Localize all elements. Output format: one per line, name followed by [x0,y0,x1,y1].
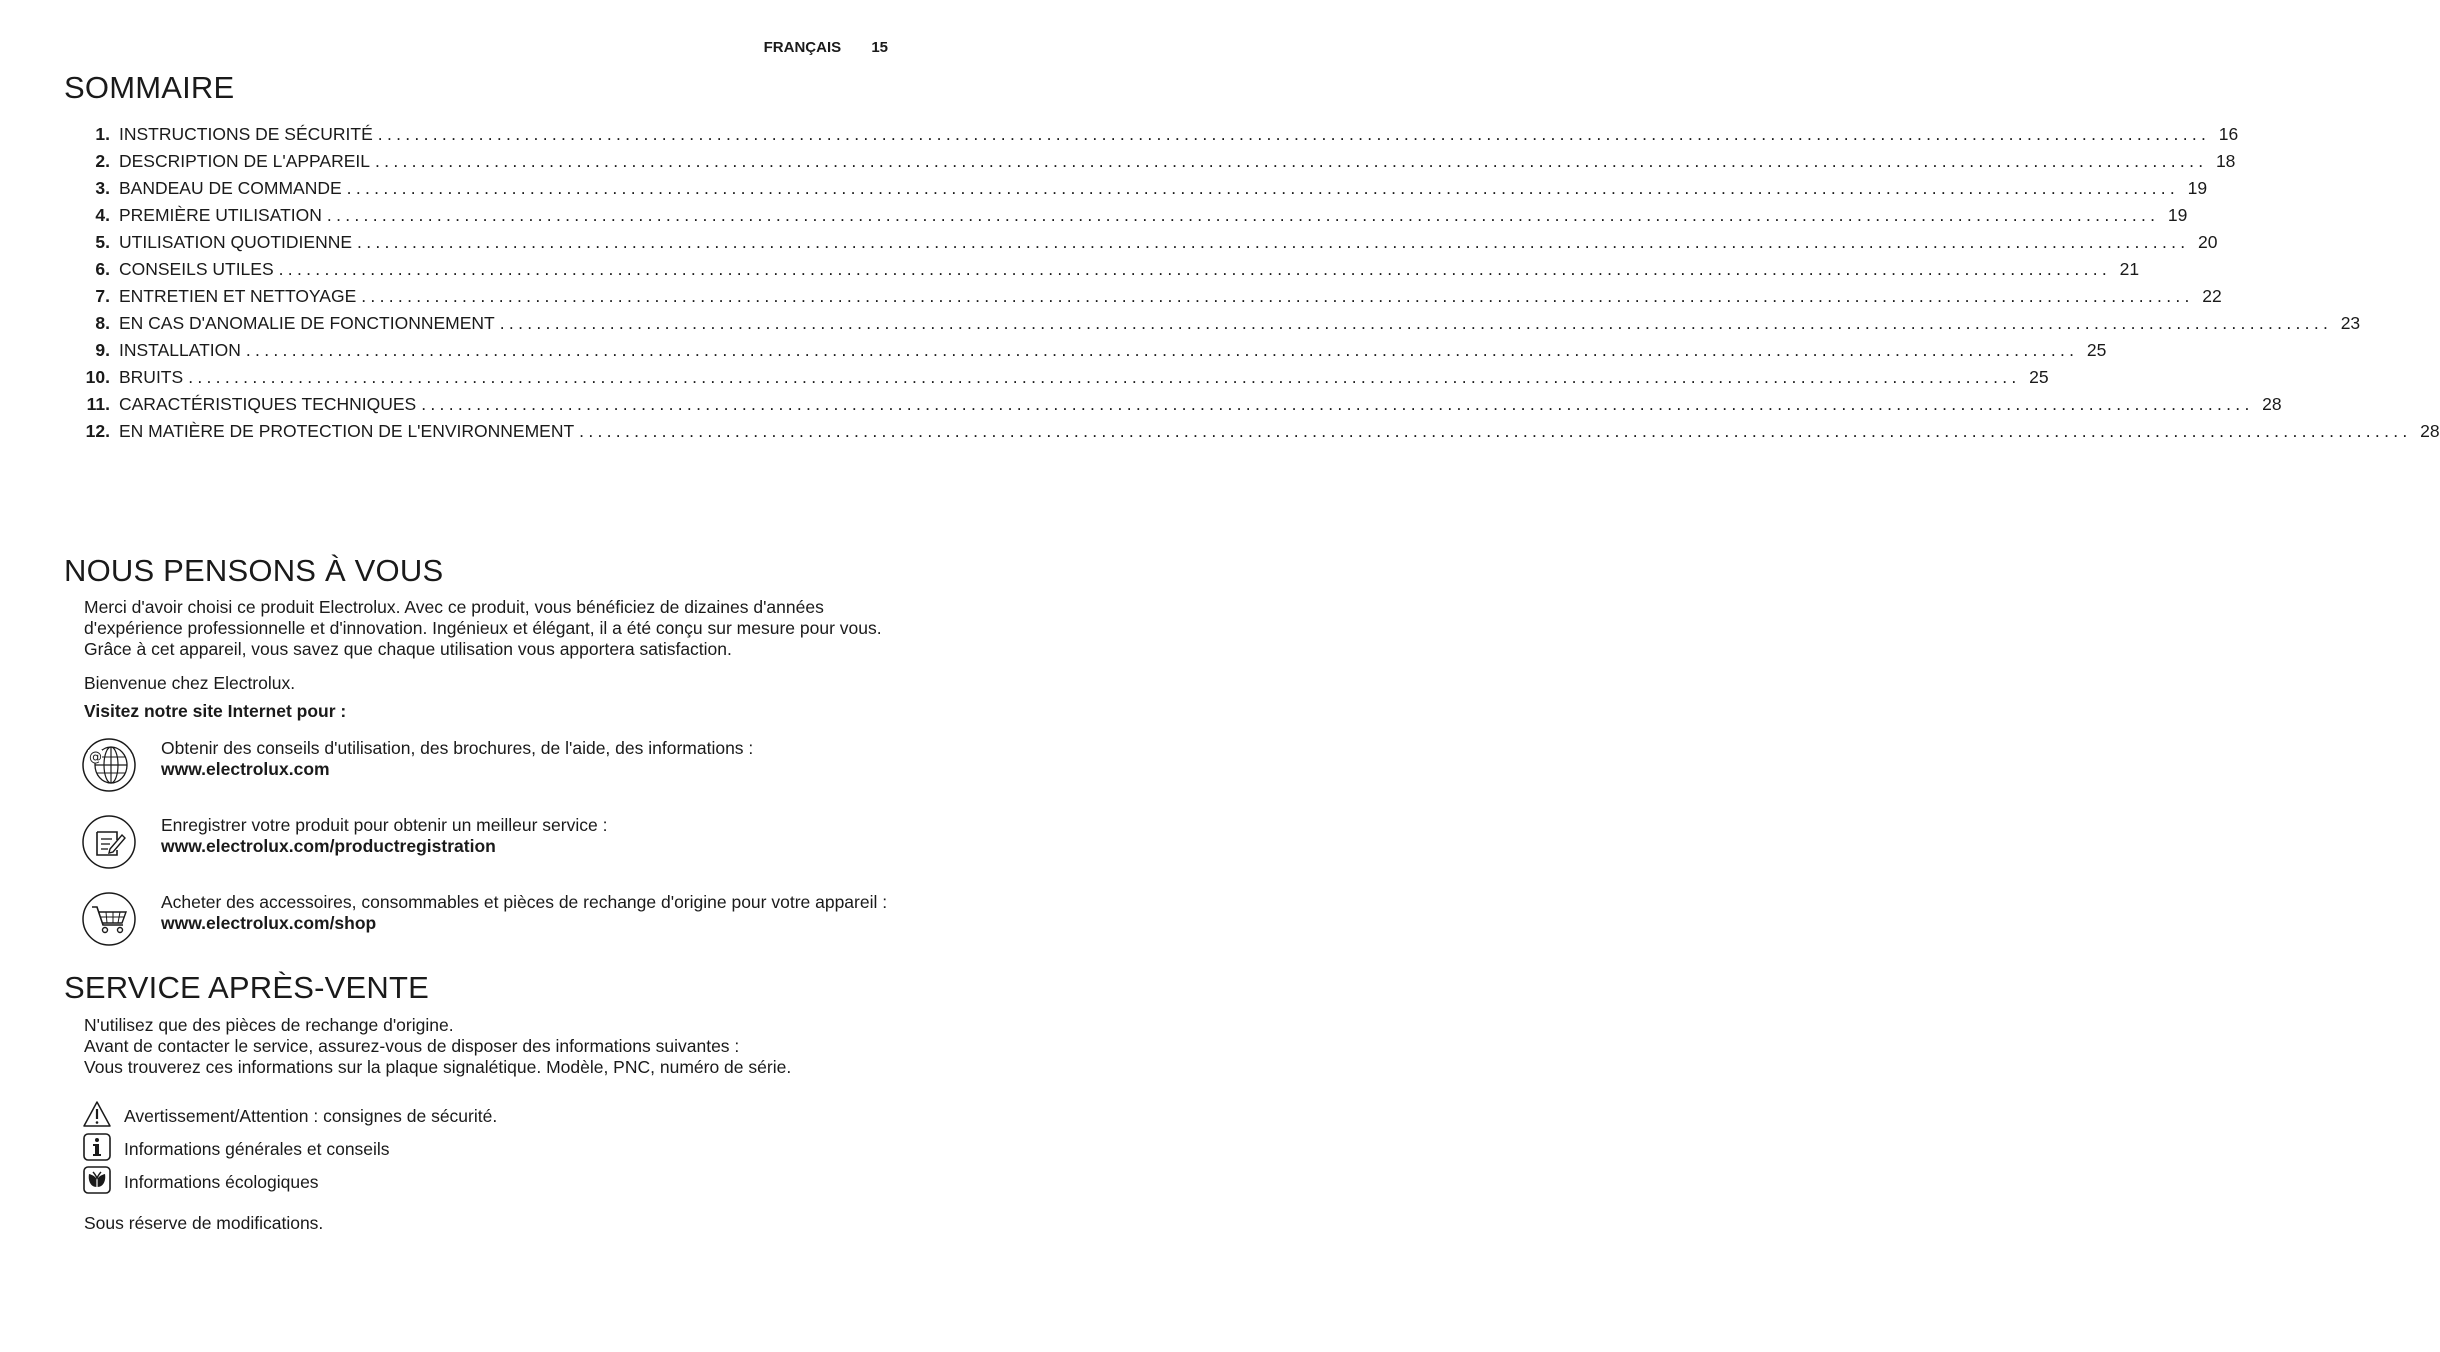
eco-leaf-icon [83,1166,111,1194]
toc-title: EN CAS D'ANOMALIE DE FONCTIONNEMENT [119,313,495,333]
toc-page: 18 [2215,151,2236,171]
toc-leader: ........................................................................................................................................................................................................ [326,205,2160,225]
toc-title: ENTRETIEN ET NETTOYAGE [119,286,357,306]
toc-leader: ........................................................................................................................................................................................................ [188,367,2021,387]
toc-title: INSTRUCTIONS DE SÉCURITÉ [119,124,373,144]
toc-row[interactable] [76,124,2239,151]
toc-title: EN MATIÈRE DE PROTECTION DE L'ENVIRONNEMENT [119,421,575,441]
toc-row[interactable] [76,394,2282,421]
toc-page: 16 [2218,124,2239,144]
toc-number: 10. [85,367,110,387]
toc-number: 6. [95,259,110,279]
toc-leader: ........................................................................................................................................................................................................ [346,178,2180,198]
language-label: FRANÇAIS [763,39,842,56]
toc-number: 2. [95,151,110,171]
toc-number: 9. [95,340,110,360]
info-icon [83,1133,111,1161]
toc-number: 12. [85,421,110,441]
product-registration-link[interactable]: www.electrolux.com/productregistration [161,836,496,856]
toc-page: 19 [2167,205,2188,225]
service-heading: SERVICE APRÈS-VENTE [64,970,430,1005]
visit-text: Acheter des accessoires, consommables et pièces de rechange d'origine pour votre appareil : [161,892,888,912]
toc-row[interactable] [76,421,2440,448]
toc-number: 4. [95,205,110,225]
service-line: Avant de contacter le service, assurez-vous de disposer des informations suivantes : [84,1036,740,1056]
toc-page: 25 [2029,367,2049,387]
toc-leader: ........................................................................................................................................................................................................ [245,340,2079,360]
toc-row[interactable] [76,313,2361,340]
toc-page: 21 [2119,259,2140,279]
toc-leader: ........................................................................................................................................................................................................ [377,124,2211,144]
intro-paragraph: Merci d'avoir choisi ce produit Electrolux. Avec ce produit, vous bénéficiez de dizaines d'années d'expérience professionnelle et d'innovation. Ingénieux et élégant, il a été conçu sur mesure pour vous. Grâce à cet appareil, vous savez que chaque utilisation vous apportera satisfaction. [84,597,882,659]
toc-row[interactable] [76,259,2140,286]
shop-link[interactable]: www.electrolux.com/shop [161,913,377,933]
toc-title: CONSEILS UTILES [119,259,274,279]
toc-title: BANDEAU DE COMMANDE [119,178,342,198]
registration-pen-icon [82,815,136,869]
toc-title: CARACTÉRISTIQUES TECHNIQUES [119,394,417,414]
toc-page: 22 [2202,286,2222,306]
footer-note: Sous réserve de modifications. [84,1213,324,1233]
toc-leader: ........................................................................................................................................................................................................ [357,232,2190,252]
toc-page: 28 [2262,394,2282,414]
toc-leader: ........................................................................................................................................................................................................ [421,394,2254,414]
sommaire-heading: SOMMAIRE [64,70,235,105]
toc-page: 20 [2197,232,2218,252]
service-line: Vous trouverez ces informations sur la plaque signalétique. Modèle, PNC, numéro de série. [84,1057,792,1077]
globe-at-icon [82,738,136,792]
page-header [764,39,888,56]
toc-page: 19 [2187,178,2208,198]
toc-title: PREMIÈRE UTILISATION [119,205,322,225]
svg-text:@: @ [89,750,102,765]
table-of-contents [76,124,2440,448]
toc-row[interactable] [76,286,2222,313]
visit-label: Visitez notre site Internet pour : [84,701,347,721]
toc-number: 1. [95,124,110,144]
toc-title: INSTALLATION [119,340,241,360]
toc-number: 7. [95,286,110,306]
toc-leader: ........................................................................................................................................................................................................ [499,313,2333,333]
toc-row[interactable] [76,232,2218,259]
toc-page: 23 [2340,313,2361,333]
legend-text: Informations générales et conseils [124,1139,390,1159]
page-number: 15 [871,39,888,56]
welcome-text: Bienvenue chez Electrolux. [84,673,296,693]
toc-page: 28 [2420,421,2440,441]
toc-row[interactable] [76,205,2188,232]
service-text [84,1015,904,1078]
visit-text: Enregistrer votre produit pour obtenir un meilleur service : [161,815,608,835]
toc-title: UTILISATION QUOTIDIENNE [119,232,353,252]
toc-number: 3. [95,178,110,198]
legend-text: Informations écologiques [124,1172,319,1192]
electrolux-link[interactable]: www.electrolux.com [161,759,330,779]
shopping-cart-icon [82,892,136,946]
toc-row[interactable] [76,178,2208,205]
toc-leader: ........................................................................................................................................................................................................ [278,259,2112,279]
toc-leader: ........................................................................................................................................................................................................ [375,151,2208,171]
legend-text: Avertissement/Attention : consignes de sécurité. [124,1106,498,1126]
toc-number: 8. [95,313,110,333]
toc-title: BRUITS [119,367,184,387]
visit-text: Obtenir des conseils d'utilisation, des brochures, de l'aide, des informations : [161,738,754,758]
service-line: N'utilisez que des pièces de rechange d'origine. [84,1015,454,1035]
toc-leader: ........................................................................................................................................................................................................ [361,286,2194,306]
toc-leader: ........................................................................................................................................................................................................ [579,421,2412,441]
toc-row[interactable] [76,367,2049,394]
warning-icon [83,1100,111,1128]
toc-row[interactable] [76,340,2107,367]
toc-title: DESCRIPTION DE L'APPAREIL [119,151,370,171]
toc-page: 25 [2086,340,2107,360]
toc-number: 11. [86,394,110,414]
nous-pensons-heading: NOUS PENSONS À VOUS [64,553,444,588]
toc-row[interactable] [76,151,2236,178]
toc-number: 5. [95,232,110,252]
